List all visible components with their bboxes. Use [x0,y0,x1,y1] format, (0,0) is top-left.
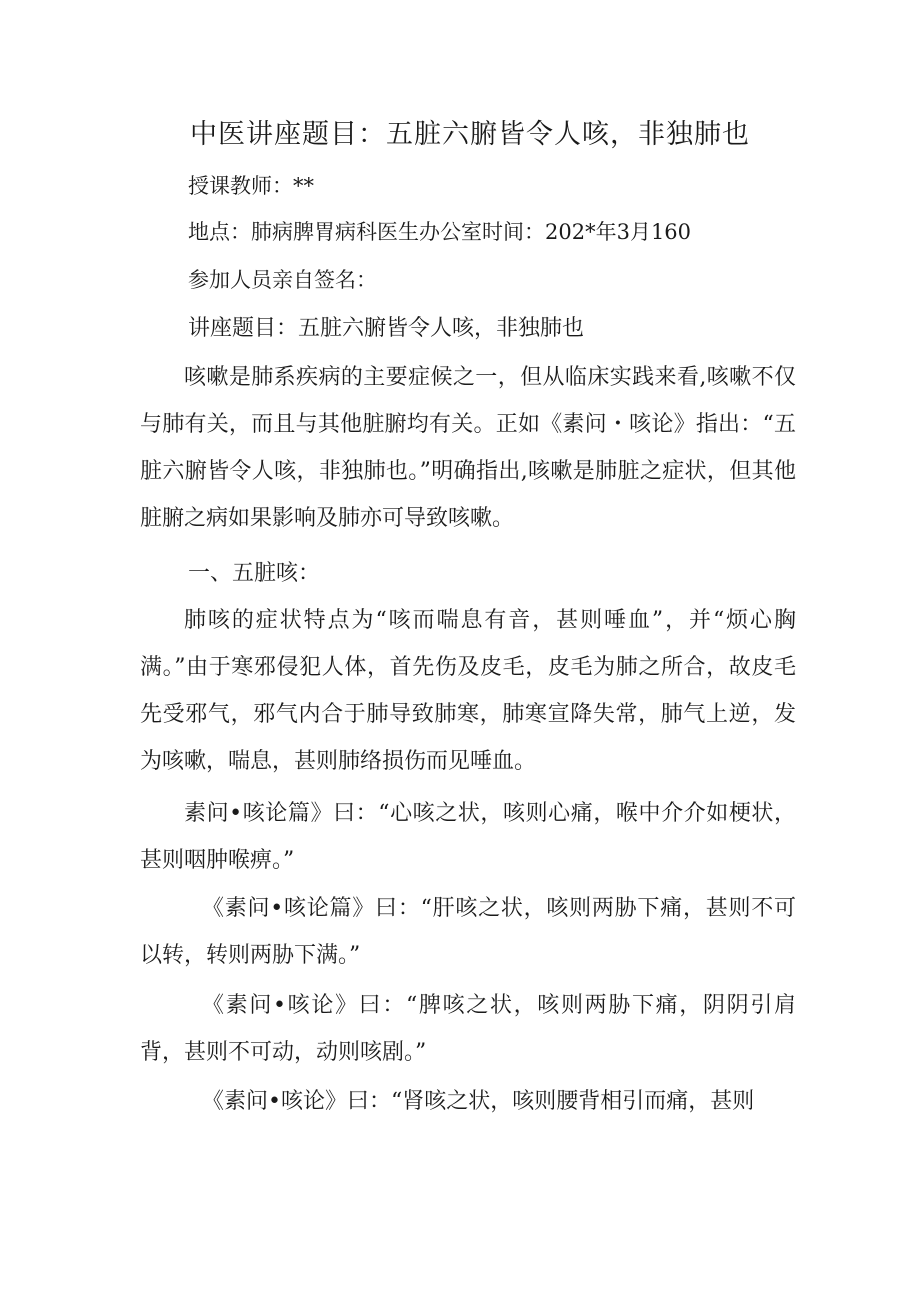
teacher-line: 授课教师：** [188,174,314,198]
section-one-heading: 一、五脏咳： [188,561,321,586]
spleen-cough-paragraph: 《素问•咳论》曰：“脾咳之状，咳则两胁下痛，阴阴引肩背，甚则不可动，动则咳剧。” [140,993,796,1065]
heart-cough-paragraph: 素问•咳论篇》曰：“心咳之状，咳则心痛，喉中介介如梗状，甚则咽肿喉痹。” [140,801,796,873]
kidney-cough-paragraph: 《素问•咳论》曰：“肾咳之状，咳则腰背相引而痛，甚则 [202,1089,755,1114]
lecture-subtitle: 讲座题目：五脏六腑皆令人咳，非独肺也 [188,316,585,341]
lung-cough-paragraph: 肺咳的症状特点为“咳而喘息有音，甚则唾血”，并“烦心胸满。”由于寒邪侵犯人体，首先伤及皮毛，皮毛为肺之所合，故皮毛先受邪气，邪气内合于肺导致肺寒，肺寒宣降失常，肺气上逆，发为咳嗽，喘息，甚则肺络损伤而见唾血。 [140,608,796,774]
lecture-title: 中医讲座题目：五脏六腑皆令人咳，非独肺也 [190,119,750,150]
location-time-line: 地点：肺病脾胃病科医生办公室时间：202*年3月160 [188,220,692,244]
participants-line: 参加人员亲自签名： [188,268,377,292]
intro-paragraph: 咳嗽是肺系疾病的主要症候之一，但从临床实践来看,咳嗽不仅与肺有关，而且与其他脏腑均有关。正如《素问・咳论》指出：“五脏六腑皆令人咳，非独肺也。”明确指出,咳嗽是肺脏之症状，但其他脏腑之病如果影响及肺亦可导致咳嗽。 [140,365,796,531]
liver-cough-paragraph: 《素问•咳论篇》曰：“肝咳之状，咳则两胁下痛，甚则不可以转，转则两胁下满。” [140,896,796,968]
